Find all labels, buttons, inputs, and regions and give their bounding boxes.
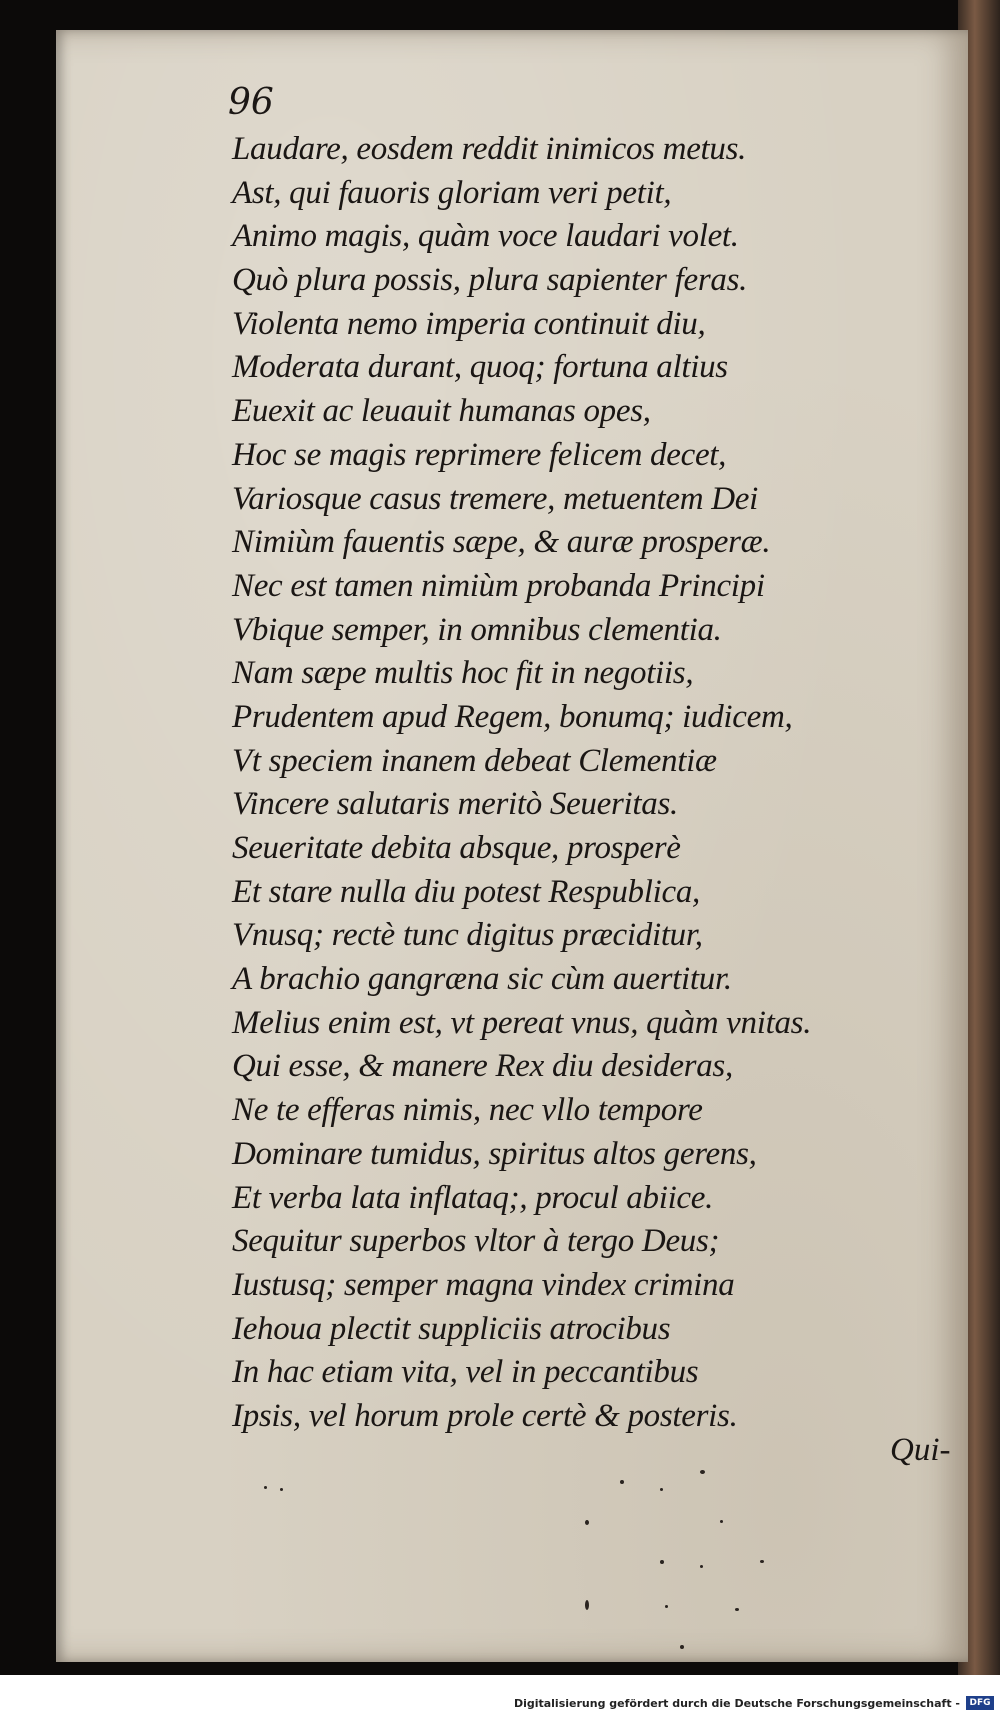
- dfg-logo-icon: DFG: [966, 1696, 994, 1710]
- page-number: 96: [228, 82, 274, 123]
- text-line: Iustusq; semper magna vindex crimina: [232, 1266, 735, 1303]
- text-line: Seueritate debita absque, prosperè: [232, 830, 681, 866]
- ink-speck: [280, 1488, 283, 1491]
- text-line: Nec est tamen nimiùm probanda Principi: [232, 567, 765, 604]
- text-line: Dominare tumidus, spiritus altos gerens,: [232, 1135, 757, 1172]
- text-line: Et verba lata inflataq;, procul abiice.: [232, 1179, 714, 1216]
- text-line: Quò plura possis, plura sapienter feras.: [232, 262, 748, 299]
- text-line: Vbique semper, in omnibus clementia.: [232, 611, 722, 648]
- ink-speck: [660, 1560, 664, 1564]
- ink-speck: [720, 1520, 723, 1523]
- text-line: Ne te efferas nimis, nec vllo tempore: [232, 1092, 703, 1129]
- ink-speck: [585, 1600, 589, 1610]
- ink-speck: [620, 1480, 624, 1484]
- text-line: Animo magis, quàm voce laudari volet.: [232, 218, 739, 255]
- ink-speck: [264, 1486, 267, 1489]
- text-line: Euexit ac leuauit humanas opes,: [232, 393, 651, 430]
- funding-note: Digitalisierung gefördert durch die Deutsche Forschungsgemeinschaft -: [513, 1697, 960, 1710]
- poem-text: [232, 128, 912, 1439]
- text-line: Laudare, eosdem reddit inimicos metus.: [232, 131, 747, 167]
- text-line: Vnusq; rectè tunc digitus præciditur,: [232, 917, 703, 954]
- ink-speck: [585, 1520, 589, 1525]
- text-line: Iehoua plectit suppliciis atrocibus: [232, 1310, 671, 1347]
- text-line: Vt speciem inanem debeat Clementiæ: [232, 742, 717, 779]
- ink-speck: [700, 1470, 705, 1474]
- ink-speck: [760, 1560, 764, 1563]
- text-line: Et stare nulla diu potest Respublica,: [232, 873, 700, 910]
- text-line: Qui esse, & manere Rex diu desideras,: [232, 1048, 733, 1085]
- ink-speck: [660, 1488, 663, 1491]
- text-line: Nam sæpe multis hoc fit in negotiis,: [232, 655, 694, 692]
- catchword: Qui-: [890, 1432, 951, 1468]
- ink-speck: [665, 1605, 668, 1608]
- ink-speck: [680, 1645, 684, 1649]
- ink-speck: [700, 1565, 703, 1568]
- text-line: A brachio gangræna sic cùm auertitur.: [232, 961, 732, 998]
- text-line: Hoc se magis reprimere felicem decet,: [232, 436, 727, 473]
- text-line: Nimiùm fauentis sæpe, & auræ prosperæ.: [232, 524, 771, 561]
- text-line: Sequitur superbos vltor à tergo Deus;: [232, 1223, 720, 1260]
- text-line: Melius enim est, vt pereat vnus, quàm vnitas.: [232, 1004, 812, 1041]
- text-line: Violenta nemo imperia continuit diu,: [232, 305, 706, 342]
- text-line: Ast, qui fauoris gloriam veri petit,: [232, 174, 672, 211]
- ink-speck: [735, 1608, 739, 1611]
- text-line: Prudentem apud Regem, bonumq; iudicem,: [232, 698, 793, 735]
- text-line: Variosque casus tremere, metuentem Dei: [232, 480, 758, 517]
- text-line: Moderata durant, quoq; fortuna altius: [232, 349, 728, 386]
- text-line: Ipsis, vel horum prole certè & posteris.: [232, 1397, 738, 1434]
- text-line: In hac etiam vita, vel in peccantibus: [232, 1354, 699, 1391]
- text-line: Vincere salutaris meritò Seueritas.: [232, 786, 678, 823]
